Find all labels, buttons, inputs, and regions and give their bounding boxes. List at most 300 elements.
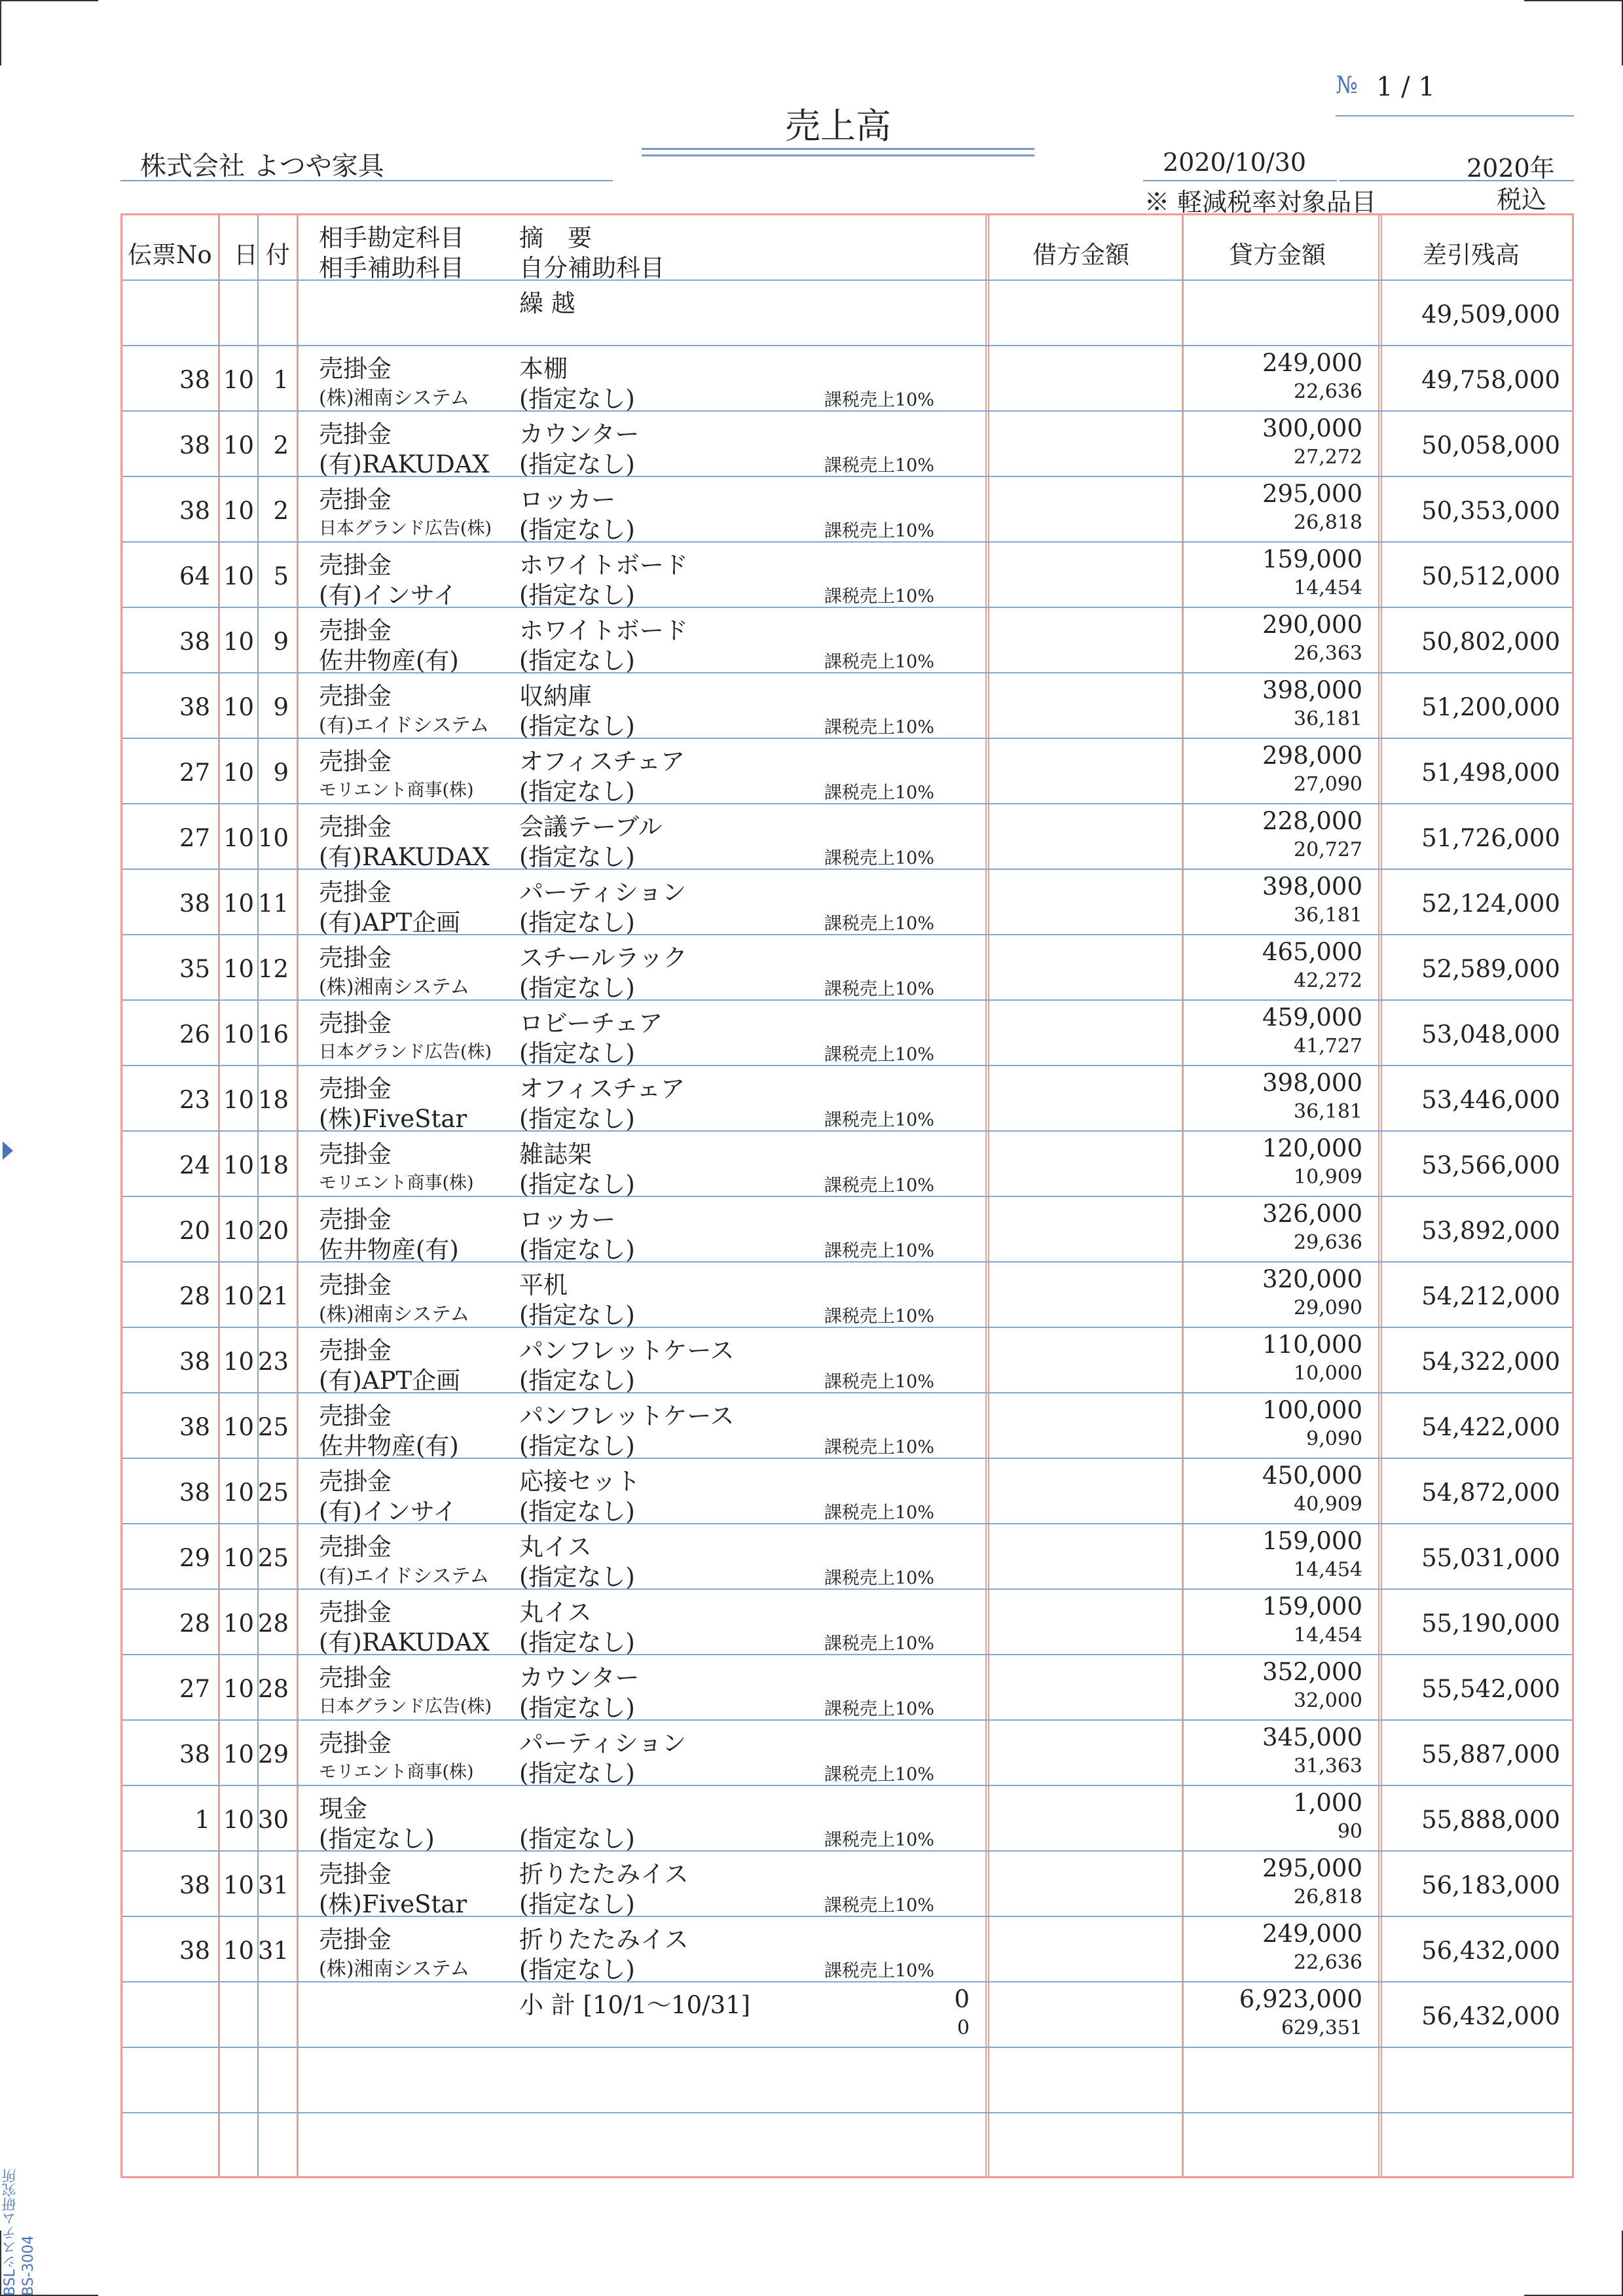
counter-account: 売掛金: [319, 682, 392, 710]
day: 20: [257, 1217, 289, 1245]
day: 21: [257, 1282, 289, 1310]
table-row: [122, 1590, 1572, 1655]
credit-amount: 326,000: [1262, 1200, 1362, 1228]
description: ホワイトボード: [519, 617, 688, 645]
own-sub-account: (指定なし): [519, 516, 635, 544]
own-sub-account: (指定なし): [519, 581, 635, 609]
description: パーティション: [519, 1729, 687, 1757]
subtotal-row: [122, 1982, 1572, 2048]
slip-number: 1: [194, 1806, 210, 1834]
month: 10: [223, 889, 255, 918]
balance: 53,566,000: [1421, 1151, 1560, 1179]
month: 10: [223, 562, 255, 590]
own-sub-account: (指定なし): [519, 1039, 635, 1067]
credit-amount: 295,000: [1262, 1854, 1362, 1882]
own-sub-account: (指定なし): [519, 712, 635, 740]
month: 10: [223, 366, 255, 394]
description: 雑誌架: [519, 1140, 592, 1168]
month: 10: [223, 1151, 255, 1179]
slip-number: 38: [179, 366, 210, 394]
credit-tax: 27,272: [1294, 446, 1362, 469]
slip-number: 38: [179, 693, 210, 721]
counter-account: 売掛金: [319, 1729, 392, 1757]
day: 9: [273, 759, 289, 787]
own-sub-account: (指定なし): [519, 450, 635, 478]
carry-forward-balance: 49,509,000: [1421, 300, 1560, 329]
credit-amount: 450,000: [1262, 1462, 1362, 1490]
header-sub-account: 相手補助科目: [319, 254, 464, 282]
own-sub-account: (指定なし): [519, 974, 635, 1002]
tax-class: 課税売上10%: [824, 1765, 935, 1785]
description: カウンター: [519, 1664, 640, 1692]
day: 29: [257, 1740, 289, 1768]
credit-amount: 1,000: [1293, 1789, 1362, 1817]
credit-tax: 27,090: [1294, 773, 1362, 796]
credit-amount: 110,000: [1262, 1331, 1362, 1359]
counter-account: 売掛金: [319, 747, 392, 776]
description: スチールラック: [519, 944, 687, 972]
table-row: [122, 1786, 1572, 1852]
counter-account: 売掛金: [319, 617, 392, 645]
credit-tax: 36,181: [1294, 1100, 1362, 1123]
month: 10: [223, 1413, 255, 1441]
tax-class: 課税売上10%: [824, 1568, 935, 1588]
tax-class: 課税売上10%: [824, 1634, 935, 1654]
credit-tax: 41,727: [1294, 1035, 1362, 1058]
tax-class: 課税売上10%: [824, 1110, 935, 1130]
counter-account: 売掛金: [319, 355, 392, 383]
table-row: [122, 1132, 1572, 1197]
balance: 53,892,000: [1421, 1217, 1560, 1245]
tax-class: 課税売上10%: [824, 979, 935, 999]
header-debit: 借方金額: [1032, 241, 1129, 269]
blank-row: [122, 2048, 1572, 2113]
counter-sub-account: (株)FiveStar: [319, 1890, 467, 1918]
page-number: [1336, 68, 1574, 117]
counter-sub-account: モリエント商事(株): [319, 1173, 474, 1193]
counter-sub-account: (株)湘南システム: [319, 387, 470, 410]
slip-number: 23: [179, 1086, 210, 1114]
balance: 53,048,000: [1421, 1020, 1560, 1049]
balance: 55,542,000: [1421, 1675, 1560, 1703]
month: 10: [223, 955, 255, 983]
credit-tax: 42,272: [1294, 969, 1362, 992]
own-sub-account: (指定なし): [519, 1301, 635, 1329]
counter-sub-account: 佐井物産(有): [319, 1432, 459, 1460]
table-row: [122, 1721, 1572, 1786]
month: 10: [223, 1871, 255, 1899]
tax-class: 課税売上10%: [824, 1961, 935, 1981]
crop-mark: [0, 0, 98, 1]
slip-number: 38: [179, 497, 210, 525]
balance: 56,183,000: [1421, 1871, 1560, 1899]
credit-tax: 10,909: [1294, 1166, 1362, 1189]
counter-account: 売掛金: [319, 1860, 392, 1888]
table-row: [122, 1655, 1572, 1721]
month: 10: [223, 1479, 255, 1507]
credit-tax: 29,636: [1294, 1231, 1362, 1254]
credit-tax: 36,181: [1294, 904, 1362, 927]
own-sub-account: (指定なし): [519, 1694, 635, 1722]
day: 18: [257, 1151, 289, 1179]
slip-number: 38: [179, 1413, 210, 1441]
tax-class: 課税売上10%: [824, 783, 935, 803]
counter-account: 売掛金: [319, 1467, 392, 1496]
tax-class: 課税売上10%: [824, 1372, 935, 1392]
credit-tax: 36,181: [1294, 708, 1362, 730]
credit-amount: 398,000: [1262, 872, 1362, 901]
description: 平机: [519, 1271, 568, 1299]
tax-class: 課税売上10%: [824, 1437, 935, 1458]
day: 18: [257, 1086, 289, 1114]
day: 2: [273, 497, 289, 525]
credit-amount: 398,000: [1262, 676, 1362, 704]
day: 25: [257, 1479, 289, 1507]
day: 9: [273, 628, 289, 656]
credit-amount: 249,000: [1262, 1920, 1362, 1948]
header-account: 相手勘定科目: [319, 224, 464, 252]
table-row: [122, 739, 1572, 804]
counter-sub-account: モリエント商事(株): [319, 1762, 474, 1782]
slip-number: 29: [179, 1544, 210, 1572]
balance: 50,058,000: [1421, 431, 1560, 459]
balance: 54,212,000: [1421, 1282, 1560, 1310]
credit-amount: 290,000: [1262, 611, 1362, 639]
description: 会議テーブル: [519, 813, 663, 841]
credit-tax: 20,727: [1294, 838, 1362, 861]
credit-amount: 465,000: [1262, 938, 1362, 966]
description: パンフレットケース: [519, 1336, 735, 1365]
balance: 54,872,000: [1421, 1479, 1560, 1507]
day: 2: [273, 431, 289, 459]
month: 10: [223, 1348, 255, 1376]
header-balance: 差引残高: [1423, 241, 1520, 269]
counter-sub-account: 佐井物産(有): [319, 1236, 459, 1264]
subtotal-debit-tax: 0: [957, 2017, 970, 2039]
slip-number: 38: [179, 1479, 210, 1507]
counter-account: 売掛金: [319, 1009, 392, 1037]
day: 5: [273, 562, 289, 590]
subtotal-label: 小 計 [10/1～10/31]: [519, 1991, 751, 2019]
description: 丸イス: [519, 1533, 592, 1561]
day: 25: [257, 1544, 289, 1572]
day: 11: [257, 889, 289, 918]
tax-class: 課税売上10%: [824, 390, 935, 410]
side-label: BSLシステム研究所 BS-3004: [2, 2168, 37, 2296]
description: パンフレットケース: [519, 1402, 735, 1430]
table-row: [122, 1328, 1572, 1393]
reduced-tax-note: ※ 軽減税率対象品目: [1144, 188, 1377, 217]
credit-amount: 159,000: [1262, 1592, 1362, 1621]
company-rule: [120, 180, 613, 181]
print-date: 2020/10/30: [1163, 148, 1307, 177]
balance: 55,888,000: [1421, 1806, 1560, 1834]
crop-mark: [0, 0, 1, 65]
tax-class: 課税売上10%: [824, 586, 935, 607]
counter-sub-account: (有)インサイ: [319, 581, 458, 609]
description: 収納庫: [519, 682, 592, 710]
own-sub-account: (指定なし): [519, 1498, 635, 1526]
credit-tax: 14,454: [1294, 1624, 1362, 1647]
description: 本棚: [519, 355, 568, 383]
slip-number: 28: [179, 1609, 210, 1638]
credit-amount: 159,000: [1262, 1527, 1362, 1555]
own-sub-account: (指定なし): [519, 1628, 635, 1657]
day: 31: [257, 1937, 289, 1965]
month: 10: [223, 1806, 255, 1834]
month: 10: [223, 824, 255, 852]
tax-class: 課税売上10%: [824, 914, 935, 934]
month: 10: [223, 628, 255, 656]
carry-forward-label: 繰 越: [519, 289, 575, 317]
subtotal-debit: 0: [954, 1985, 970, 2013]
credit-tax: 40,909: [1294, 1493, 1362, 1516]
table-row: [122, 1066, 1572, 1132]
credit-tax: 31,363: [1294, 1755, 1362, 1778]
slip-number: 38: [179, 1348, 210, 1376]
own-sub-account: (指定なし): [519, 778, 635, 806]
tax-class: 課税売上10%: [824, 1241, 935, 1261]
description: ホワイトボード: [519, 551, 688, 579]
counter-account: 売掛金: [319, 1075, 392, 1103]
description: パーティション: [519, 878, 687, 906]
counter-sub-account: (指定なし): [319, 1825, 435, 1853]
tax-mode: 税込: [1497, 185, 1547, 214]
slip-number: 27: [179, 1675, 210, 1703]
credit-amount: 298,000: [1262, 742, 1362, 770]
month: 10: [223, 759, 255, 787]
counter-sub-account: (株)FiveStar: [319, 1105, 467, 1133]
counter-sub-account: (有)RAKUDAX: [319, 843, 490, 871]
page-number-value: 1 / 1: [1376, 72, 1435, 102]
table-row: [122, 1459, 1572, 1524]
date-rule: [1143, 180, 1337, 181]
slip-number: 38: [179, 431, 210, 459]
credit-amount: 300,000: [1262, 414, 1362, 442]
slip-number: 27: [179, 824, 210, 852]
header-row: [122, 215, 1572, 281]
tax-class: 課税売上10%: [824, 1830, 935, 1850]
description: ロッカー: [519, 1206, 616, 1234]
balance: 51,498,000: [1421, 759, 1560, 787]
counter-account: 売掛金: [319, 1271, 392, 1299]
header-slip-no: 伝票No: [128, 241, 212, 269]
page-title: 売上高: [785, 105, 891, 147]
month: 10: [223, 1609, 255, 1638]
subtotal-credit: 6,923,000: [1239, 1985, 1362, 2013]
balance: 54,322,000: [1421, 1348, 1560, 1376]
slip-number: 35: [179, 955, 210, 983]
carry-forward-row: [122, 281, 1572, 346]
day: 31: [257, 1871, 289, 1899]
table-row: [122, 1852, 1572, 1917]
counter-sub-account: (株)湘南システム: [319, 1303, 470, 1326]
day: 23: [257, 1348, 289, 1376]
credit-amount: 352,000: [1262, 1658, 1362, 1686]
balance: 49,758,000: [1421, 366, 1560, 394]
slip-number: 38: [179, 1937, 210, 1965]
credit-tax: 26,818: [1294, 1886, 1362, 1909]
table-row: [122, 1001, 1572, 1066]
credit-amount: 295,000: [1262, 480, 1362, 508]
counter-sub-account: 日本グランド広告(株): [319, 1042, 492, 1062]
description: ロッカー: [519, 486, 616, 514]
own-sub-account: (指定なし): [519, 1563, 635, 1591]
month: 10: [223, 693, 255, 721]
counter-sub-account: (有)RAKUDAX: [319, 1628, 490, 1657]
company-name: 株式会社 よつや家具: [140, 151, 384, 181]
month: 10: [223, 1282, 255, 1310]
page-number-label: №: [1336, 72, 1359, 99]
table-row: [122, 412, 1572, 477]
tax-class: 課税売上10%: [824, 1895, 935, 1916]
counter-account: 売掛金: [319, 944, 392, 972]
tax-class: 課税売上10%: [824, 848, 935, 869]
slip-number: 38: [179, 1871, 210, 1899]
counter-account: 売掛金: [319, 1336, 392, 1365]
counter-account: 売掛金: [319, 813, 392, 841]
counter-sub-account: (有)APT企画: [319, 908, 461, 937]
counter-sub-account: (有)インサイ: [319, 1498, 458, 1526]
balance: 50,512,000: [1421, 562, 1560, 590]
counter-account: 売掛金: [319, 551, 392, 579]
tax-class: 課税売上10%: [824, 1699, 935, 1719]
table-row: [122, 543, 1572, 608]
month: 10: [223, 1675, 255, 1703]
day: 1: [273, 366, 289, 394]
own-sub-account: (指定なし): [519, 1432, 635, 1460]
own-sub-account: (指定なし): [519, 1759, 635, 1787]
table-row: [122, 1393, 1572, 1459]
balance: 51,200,000: [1421, 693, 1560, 721]
tax-class: 課税売上10%: [824, 1306, 935, 1327]
description: カウンター: [519, 420, 640, 448]
counter-account: 売掛金: [319, 1664, 392, 1692]
header-description: 摘 要: [519, 224, 592, 252]
balance: 52,589,000: [1421, 955, 1560, 983]
day: 25: [257, 1413, 289, 1441]
counter-account: 売掛金: [319, 1140, 392, 1168]
credit-amount: 228,000: [1262, 807, 1362, 835]
triangle-marker-icon: [3, 1141, 13, 1160]
credit-amount: 100,000: [1262, 1396, 1362, 1424]
own-sub-account: (指定なし): [519, 1170, 635, 1198]
table-row: [122, 1263, 1572, 1328]
counter-sub-account: 日本グランド広告(株): [319, 1696, 492, 1717]
counter-sub-account: (有)エイドシステム: [319, 1565, 490, 1588]
balance: 55,031,000: [1421, 1544, 1560, 1572]
table-row: [122, 608, 1572, 673]
counter-sub-account: (株)湘南システム: [319, 1958, 470, 1981]
counter-sub-account: (有)エイドシステム: [319, 714, 490, 737]
own-sub-account: (指定なし): [519, 843, 635, 871]
credit-tax: 22,636: [1294, 1951, 1362, 1974]
tax-class: 課税売上10%: [824, 1503, 935, 1523]
counter-account: 売掛金: [319, 878, 392, 906]
day: 30: [257, 1806, 289, 1834]
own-sub-account: (指定なし): [519, 1956, 635, 1984]
credit-amount: 459,000: [1262, 1003, 1362, 1031]
month: 10: [223, 497, 255, 525]
slip-number: 38: [179, 628, 210, 656]
slip-number: 27: [179, 759, 210, 787]
table-row: [122, 804, 1572, 870]
table-row: [122, 1524, 1572, 1590]
balance: 56,432,000: [1421, 1937, 1560, 1965]
month: 10: [223, 1544, 255, 1572]
description: 応接セット: [519, 1467, 640, 1496]
balance: 55,887,000: [1421, 1740, 1560, 1768]
credit-tax: 26,363: [1294, 642, 1362, 665]
subtotal-balance: 56,432,000: [1421, 2002, 1560, 2030]
crop-mark: [1524, 0, 1622, 1]
description: 折りたたみイス: [519, 1926, 689, 1954]
counter-account: 現金: [319, 1795, 367, 1823]
tax-class: 課税売上10%: [824, 456, 935, 476]
description: オフィスチェア: [519, 1075, 685, 1103]
slip-number: 26: [179, 1020, 210, 1049]
day: 12: [257, 955, 289, 983]
header-credit: 貸方金額: [1229, 241, 1326, 269]
day: 16: [257, 1020, 289, 1049]
day: 28: [257, 1675, 289, 1703]
day: 10: [257, 824, 289, 852]
description: オフィスチェア: [519, 747, 685, 776]
table-row: [122, 870, 1572, 935]
own-sub-account: (指定なし): [519, 647, 635, 675]
description: 折りたたみイス: [519, 1860, 689, 1888]
balance: 50,802,000: [1421, 628, 1560, 656]
own-sub-account: (指定なし): [519, 1367, 635, 1395]
table-row: [122, 673, 1572, 739]
table-row: [122, 477, 1572, 543]
counter-sub-account: 日本グランド広告(株): [319, 518, 492, 539]
counter-account: 売掛金: [319, 420, 392, 448]
credit-tax: 90: [1337, 1820, 1362, 1843]
slip-number: 20: [179, 1217, 210, 1245]
month: 10: [223, 1740, 255, 1768]
credit-amount: 320,000: [1262, 1265, 1362, 1293]
credit-tax: 10,000: [1294, 1362, 1362, 1385]
own-sub-account: (指定なし): [519, 908, 635, 937]
fiscal-year: 2020年: [1467, 154, 1555, 183]
counter-account: 売掛金: [319, 486, 392, 514]
month: 10: [223, 1020, 255, 1049]
credit-amount: 345,000: [1262, 1723, 1362, 1751]
month: 10: [223, 1086, 255, 1114]
counter-sub-account: 佐井物産(有): [319, 647, 459, 675]
balance: 50,353,000: [1421, 497, 1560, 525]
table-row: [122, 935, 1572, 1001]
counter-sub-account: (有)APT企画: [319, 1367, 461, 1395]
tax-class: 課税売上10%: [824, 1175, 935, 1196]
tax-class: 課税売上10%: [824, 717, 935, 738]
tax-class: 課税売上10%: [824, 1045, 935, 1065]
balance: 54,422,000: [1421, 1413, 1560, 1441]
credit-tax: 29,090: [1294, 1297, 1362, 1319]
credit-amount: 398,000: [1262, 1069, 1362, 1097]
own-sub-account: (指定なし): [519, 1825, 635, 1853]
slip-number: 64: [179, 562, 210, 590]
header-date: 日 付: [234, 241, 290, 269]
balance: 52,124,000: [1421, 889, 1560, 918]
slip-number: 28: [179, 1282, 210, 1310]
tax-class: 課税売上10%: [824, 652, 935, 672]
table-row: [122, 1197, 1572, 1263]
description: 丸イス: [519, 1598, 592, 1626]
own-sub-account: (指定なし): [519, 385, 635, 413]
own-sub-account: (指定なし): [519, 1890, 635, 1918]
